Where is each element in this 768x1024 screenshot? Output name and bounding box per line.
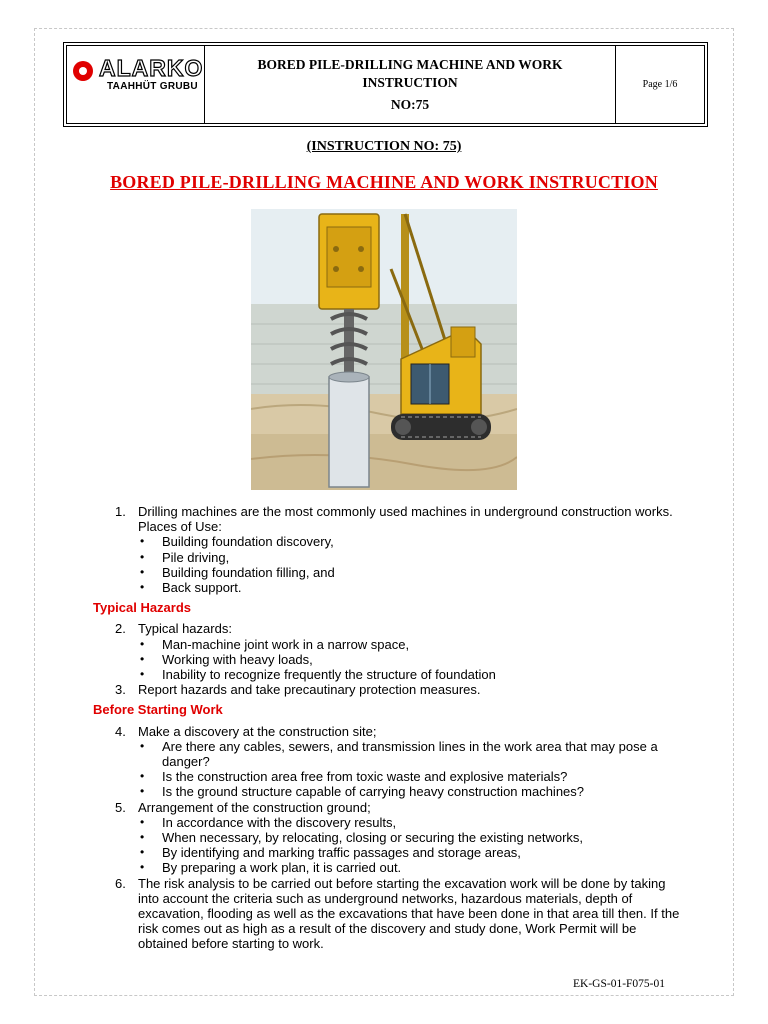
document-title: BORED PILE-DRILLING MACHINE AND WORK INSTRUCTION <box>110 172 658 192</box>
bullet-item: • Building foundation discovery, <box>138 534 683 549</box>
bullet-item: • Pile driving, <box>138 550 683 565</box>
bullet-item: • In accordance with the discovery results, <box>138 815 683 830</box>
item-number: 4. <box>115 723 126 739</box>
list-item <box>93 876 683 952</box>
instruction-number: (INSTRUCTION NO: 75) <box>306 139 462 154</box>
bullet-list <box>138 637 683 683</box>
list-item <box>93 800 683 876</box>
bullet-list <box>138 739 683 800</box>
bullet-item: • Building foundation filling, and <box>138 565 683 580</box>
item-number: 1. <box>115 504 126 519</box>
bullet-item: • Is the construction area free from toxic waste and explosive materials? <box>138 769 683 784</box>
bullet-item: • Is the ground structure capable of carrying heavy construction machines? <box>138 784 683 799</box>
bullet-item: • Working with heavy loads, <box>138 652 683 667</box>
company-logo <box>67 46 205 123</box>
logo-emblem-icon <box>73 61 93 81</box>
bullet-item: • By identifying and marking traffic passages and storage areas, <box>138 845 683 860</box>
item-number: 2. <box>115 621 126 637</box>
bullet-item: • When necessary, by relocating, closing or securing the existing networks, <box>138 830 683 845</box>
logo-subtitle: TAAHHÜT GRUBU <box>107 81 198 92</box>
list-item <box>93 724 683 800</box>
item-text: Drilling machines are the most commonly used machines in underground construction works. Places of Use: <box>138 504 673 535</box>
header-title <box>205 46 616 123</box>
list-item <box>93 504 683 595</box>
bullet-item: • Are there any cables, sewers, and transmission lines in the work area that may pose a danger? <box>138 739 683 769</box>
item-text: The risk analysis to be carried out before starting the excavation work will be done by taking into account the criteria such as underground networks, hazardous materials, depth of excavation, flooding as well as the excavations that have been done in that area till then. If the risk comes out as high as a result of the discovery and study done, Work Permit will be obtained before starting to work. <box>138 875 680 952</box>
list-item <box>93 621 683 682</box>
item-number: 6. <box>115 875 126 891</box>
document-header <box>66 45 705 124</box>
bullet-item: • Inability to recognize frequently the structure of foundation <box>138 667 683 682</box>
bullet-list <box>138 534 683 595</box>
section-heading-before-starting-work: Before Starting Work <box>93 702 223 718</box>
item-text: Make a discovery at the construction site; <box>138 723 377 739</box>
header-title-line1: BORED PILE-DRILLING MACHINE AND WORK <box>257 56 563 72</box>
item-number: 5. <box>115 799 126 815</box>
instruction-content <box>93 504 683 952</box>
form-code: EK-GS-01-F075-01 <box>573 978 665 990</box>
bullet-item: • Back support. <box>138 580 683 595</box>
header-title-line2: INSTRUCTION <box>362 74 458 90</box>
item-number: 3. <box>115 682 126 698</box>
page-number: Page 1/6 <box>642 79 678 90</box>
drilling-machine-illustration <box>251 209 517 490</box>
header-title-line3: NO:75 <box>390 96 430 112</box>
item-text: Report hazards and take precautinary protection measures. <box>138 682 481 698</box>
bullet-list <box>138 815 683 876</box>
logo-name: ALARKO <box>99 55 204 81</box>
bullet-item: • By preparing a work plan, it is carried out. <box>138 860 683 875</box>
section-heading-typical-hazards: Typical Hazards <box>93 600 192 616</box>
item-text: Arrangement of the construction ground; <box>138 799 371 815</box>
list-item <box>93 682 683 697</box>
bullet-item: • Man-machine joint work in a narrow space, <box>138 637 683 652</box>
item-text: Typical hazards: <box>138 621 232 637</box>
